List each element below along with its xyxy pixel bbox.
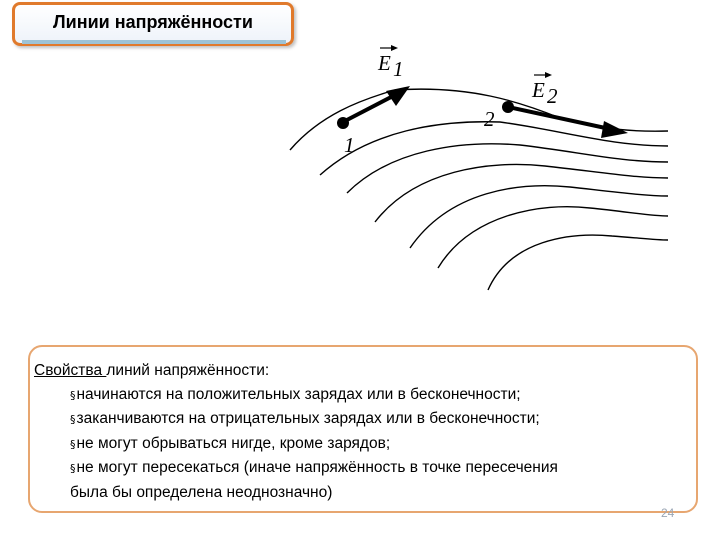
list-item bbox=[70, 407, 682, 432]
e1-label bbox=[377, 45, 404, 81]
list-item bbox=[70, 432, 682, 457]
e1-label-subscript: 1 bbox=[393, 57, 404, 81]
bullet-glyph: § bbox=[70, 388, 76, 402]
e1-vector-arrowhead bbox=[386, 86, 410, 106]
e1-label-letter: E bbox=[378, 51, 391, 75]
field-line bbox=[347, 144, 668, 193]
point-1-label: 1 bbox=[344, 133, 355, 157]
field-line bbox=[410, 186, 668, 248]
point-1-dot bbox=[337, 117, 349, 129]
list-item-text: начинаются на положительных зарядах или в бесконечности; bbox=[76, 385, 521, 403]
list-item-text: заканчиваются на отрицательных зарядах или в бесконечности; bbox=[76, 410, 540, 427]
list-item-text: не могут обрываться нигде, кроме зарядов; bbox=[76, 434, 391, 452]
list-item-continuation bbox=[70, 481, 682, 505]
properties-list bbox=[34, 383, 682, 505]
properties-heading-underlined: Свойства bbox=[34, 362, 107, 379]
e2-label bbox=[531, 72, 558, 108]
point-2-dot bbox=[502, 101, 514, 113]
bullet-glyph: § bbox=[70, 413, 76, 426]
properties-box bbox=[28, 345, 698, 513]
page-number: 24 bbox=[661, 506, 675, 520]
properties-heading-rest: линий напряжённости: bbox=[106, 362, 270, 379]
slide-title: Линии напряжённости bbox=[53, 11, 253, 32]
list-item bbox=[70, 456, 682, 481]
bullet-glyph: § bbox=[70, 437, 76, 451]
field-line bbox=[488, 235, 668, 290]
point-2-label: 2 bbox=[484, 107, 495, 131]
properties-heading bbox=[34, 359, 682, 383]
bullet-glyph: § bbox=[70, 462, 76, 475]
e2-label-letter: E bbox=[532, 78, 545, 102]
list-item-text: не могут пересекаться (иначе напряжённость в точке пересечения bbox=[76, 459, 558, 476]
list-item bbox=[70, 383, 682, 408]
list-item-text: была бы определена неоднозначно) bbox=[70, 483, 333, 501]
e2-label-subscript: 2 bbox=[547, 84, 558, 108]
